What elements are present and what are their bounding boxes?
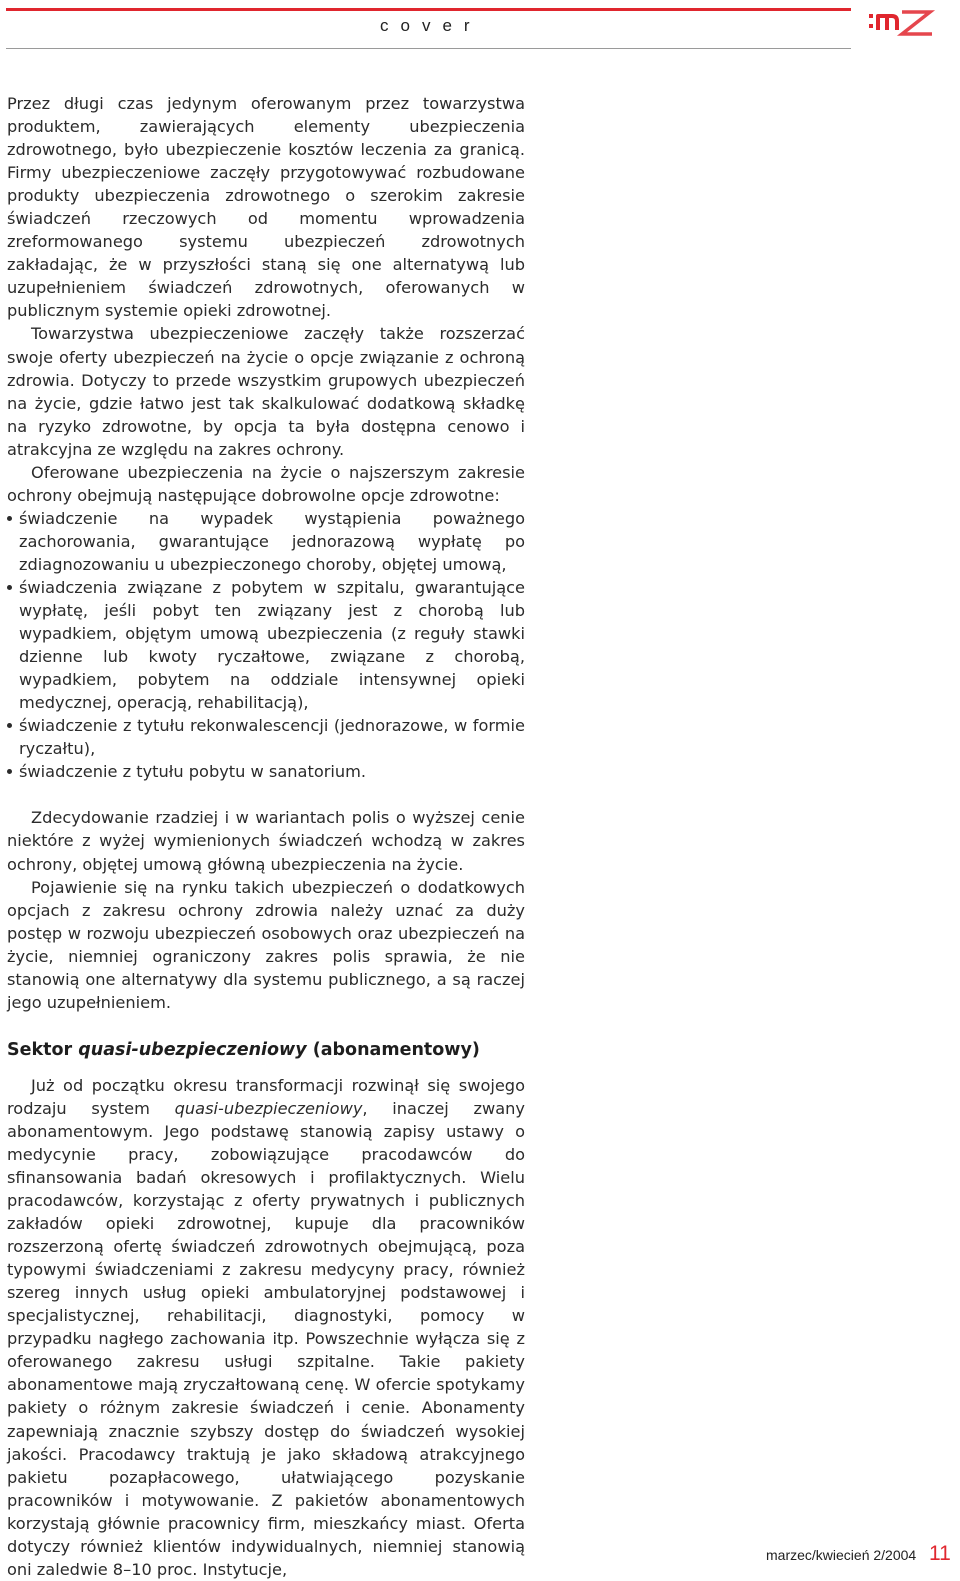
list-item: świadczenie na wypadek wystąpienia poważnego zachorowania, gwarantujące jednorazową wypłatę po zdiagnozowaniu u ubezpieczonego choroby, objętej umową, [7, 507, 525, 576]
magazine-logo [866, 2, 936, 38]
paragraph [7, 1074, 525, 1581]
paragraph-italic: quasi-ubezpieczeniowy [174, 1098, 363, 1118]
list-item: świadczenie z tytułu rekonwalescencji (jednorazowe, w formie ryczałtu), [7, 714, 525, 760]
heading-text: Sektor [7, 1039, 79, 1060]
issue-label: marzec/kwiecień 2/2004 [766, 1547, 917, 1563]
heading-italic: quasi-ubezpieczeniowy [78, 1039, 307, 1060]
paragraph: Oferowane ubezpieczenia na życie o najszerszym zakresie ochrony obejmują następujące dobrowolne opcje zdrowotne: [7, 462, 525, 505]
header-divider [6, 48, 851, 49]
paragraph: Zdecydowanie rzadziej i w wariantach polis o wyższej cenie niektóre z wyżej wymienionych świadczeń wchodzą w zakres ochrony, objętej umową główną ubezpieczenia na życie. [7, 808, 525, 874]
paragraph: Przez długi czas jedynym oferowanym przez towarzystwa produktem, zawierających elementy ubezpieczenia zdrowotnego, było ubezpieczenie kosztów leczenia za granicą. Firmy ubezpieczeniowe zaczęły przygotowywać rozbudowane produkty ubezpieczenia zdrowotnego o szerokim zakresie świadczeń rzeczowych od momentu wprowadzenia zreformowanego systemu ubezpieczeń zdrowotnych zakładając, że w przyszłości staną się one alternatywą lub uzupełnieniem świadczeń zdrowotnych, oferowanych w publicznym systemie opieki zdrowotnej. [7, 94, 525, 321]
list-item: świadczenie z tytułu pobytu w sanatorium. [7, 760, 525, 783]
paragraph: Towarzystwa ubezpieczeniowe zaczęły także rozszerzać swoje oferty ubezpieczeń na życie o opcje związanie z ochroną zdrowia. Dotyczy to przede wszystkim grupowych ubezpieczeń na życie, gdzie łatwo jest tak skalkulować dodatkową składkę na ryzyko zdrowotne, by opcja ta była dostępna cenowo i atrakcyjna ze względu na zakres ochrony. [7, 324, 525, 459]
paragraph: Pojawienie się na rynku takich ubezpieczeń o dodatkowych opcjach z zakresu ochrony zdrowia należy uznać za duży postęp w rozwoju ubezpieczeń osobowych oraz ubezpieczeń na życie, niemniej ograniczony zakres polis sprawia, że nie stanowią one alternatywy dla systemu publicznego, a są raczej jego uzupełnieniem. [7, 877, 525, 1012]
article-body [7, 92, 525, 1581]
health-options-list [7, 507, 525, 784]
paragraph-text: Już od początku okresu transformacji rozwinął się swojego rodzaju system [7, 1075, 525, 1118]
section-label: cover [380, 16, 482, 35]
paragraph-text: , inaczej zwany abonamentowym. Jego podstawę stanowią zapisy ustawy o medycynie pracy, zobowiązujące pracodawców do sfinansowania badań okresowych i profilaktycznych. Wielu pracodawców, korzystając z oferty prywatnych i publicznych zakładów opieki zdrowotnej, kupuje dla pracowników rozszerzoną ofertę świadczeń zdrowotnych obejmującą, poza typowymi świadczeniami z zakresu medycyny pracy, również szereg innych usług opieki ambulatoryjnej podstawowej i specjalistycznej, rehabilitacji, diagnostyki, pomocy w przypadku nagłego zachowania itp. Powszechnie wyłącza się z oferowanego zakresu usługi szpitalne. Takie pakiety abonamentowe mają zryczałtowaną cenę. W ofercie spotykamy pakiety o różnym zakresie świadczeń i cenie. Abonamenty zapewniają znacznie szybszy dostęp do świadczeń wysokiej jakości. Pracodawcy traktują je jako składową atrakcyjnego pakietu pozapłacowego, ułatwiającego pozyskanie pracowników i motywowanie. Z pakietów abonamentowych korzystają głównie pracownicy firm, mieszkańcy miast. Oferta dotyczy również klientów indywidualnych, niemniej stanowią oni zaledwie 8–10 proc. Instytucje, [7, 1098, 526, 1579]
list-item: świadczenia związane z pobytem w szpitalu, gwarantujące wypłatę, jeśli pobyt ten związany jest z chorobą lub wypadkiem, objętym umową ubezpieczenia (z reguły stawki dzienne lub kwoty ryczałtowe, związane z chorobą, wypadkiem, pobytem na oddziale intensywnej opieki medycznej, operacją, rehabilitacją), [7, 576, 525, 714]
header-red-rule [6, 8, 851, 11]
page-number: 11 [929, 1542, 951, 1565]
heading-text: (abonamentowy) [306, 1039, 480, 1060]
section-heading [7, 1038, 525, 1062]
